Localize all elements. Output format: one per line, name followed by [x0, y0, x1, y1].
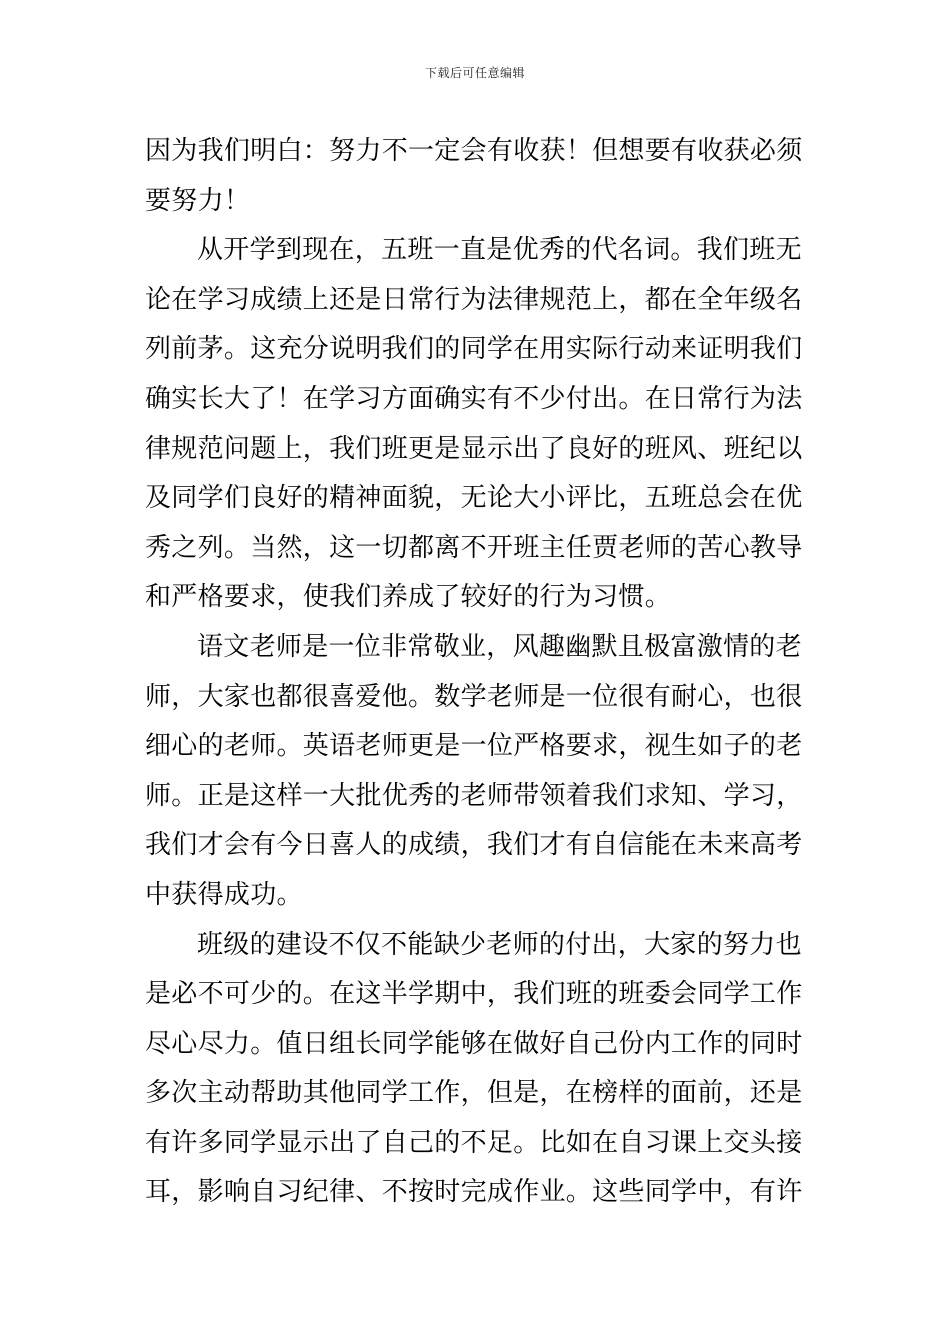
page-header: 下载后可任意编辑: [424, 66, 525, 80]
text-line: 细心的老师。英语老师更是一位严格要求，视生如子的老: [145, 731, 803, 762]
body-text: [145, 127, 810, 1218]
text-line: 耳，影响自习纪律、不按时完成作业。这些同学中，有许: [145, 1177, 803, 1208]
text-line: 师。正是这样一大批优秀的老师带领着我们求知、学习，: [145, 780, 803, 811]
text-line: 我们才会有今日喜人的成绩，我们才有自信能在未来高考: [145, 830, 803, 861]
text-line: 语文老师是一位非常敬业，风趣幽默且极富激情的老: [197, 631, 802, 662]
text-line: 尽心尽力。值日组长同学能够在做好自己份内工作的同时: [145, 1028, 803, 1059]
text-line: 多次主动帮助其他同学工作，但是，在榜样的面前，还是: [145, 1078, 803, 1109]
text-line: 确实长大了！在学习方面确实有不少付出。在日常行为法: [145, 383, 803, 414]
text-line: 师，大家也都很喜爱他。数学老师是一位很有耐心，也很: [145, 681, 803, 712]
text-line: 中获得成功。: [145, 879, 303, 910]
text-line: 有许多同学显示出了自己的不足。比如在自习课上交头接: [145, 1127, 803, 1158]
text-line: 因为我们明白：努力不一定会有收获！但想要有收获必须: [145, 136, 803, 166]
text-line: 是必不可少的。在这半学期中，我们班的班委会同学工作: [145, 979, 803, 1010]
text-line: 论在学习成绩上还是日常行为法律规范上，都在全年级名: [145, 284, 803, 315]
text-line: 律规范问题上，我们班更是显示出了良好的班风、班纪以: [145, 433, 803, 464]
text-line: 和严格要求，使我们养成了较好的行为习惯。: [145, 582, 672, 613]
text-line: 要努力！: [145, 185, 251, 216]
text-line: 列前茅。这充分说明我们的同学在用实际行动来证明我们: [145, 334, 803, 365]
text-line: 及同学们良好的精神面貌，无论大小评比，五班总会在优: [145, 483, 803, 514]
text-line: 秀之列。当然，这一切都离不开班主任贾老师的苦心教导: [145, 532, 803, 563]
text-line: 班级的建设不仅不能缺少老师的付出，大家的努力也: [197, 929, 802, 960]
text-line: 从开学到现在，五班一直是优秀的代名词。我们班无: [197, 235, 802, 266]
